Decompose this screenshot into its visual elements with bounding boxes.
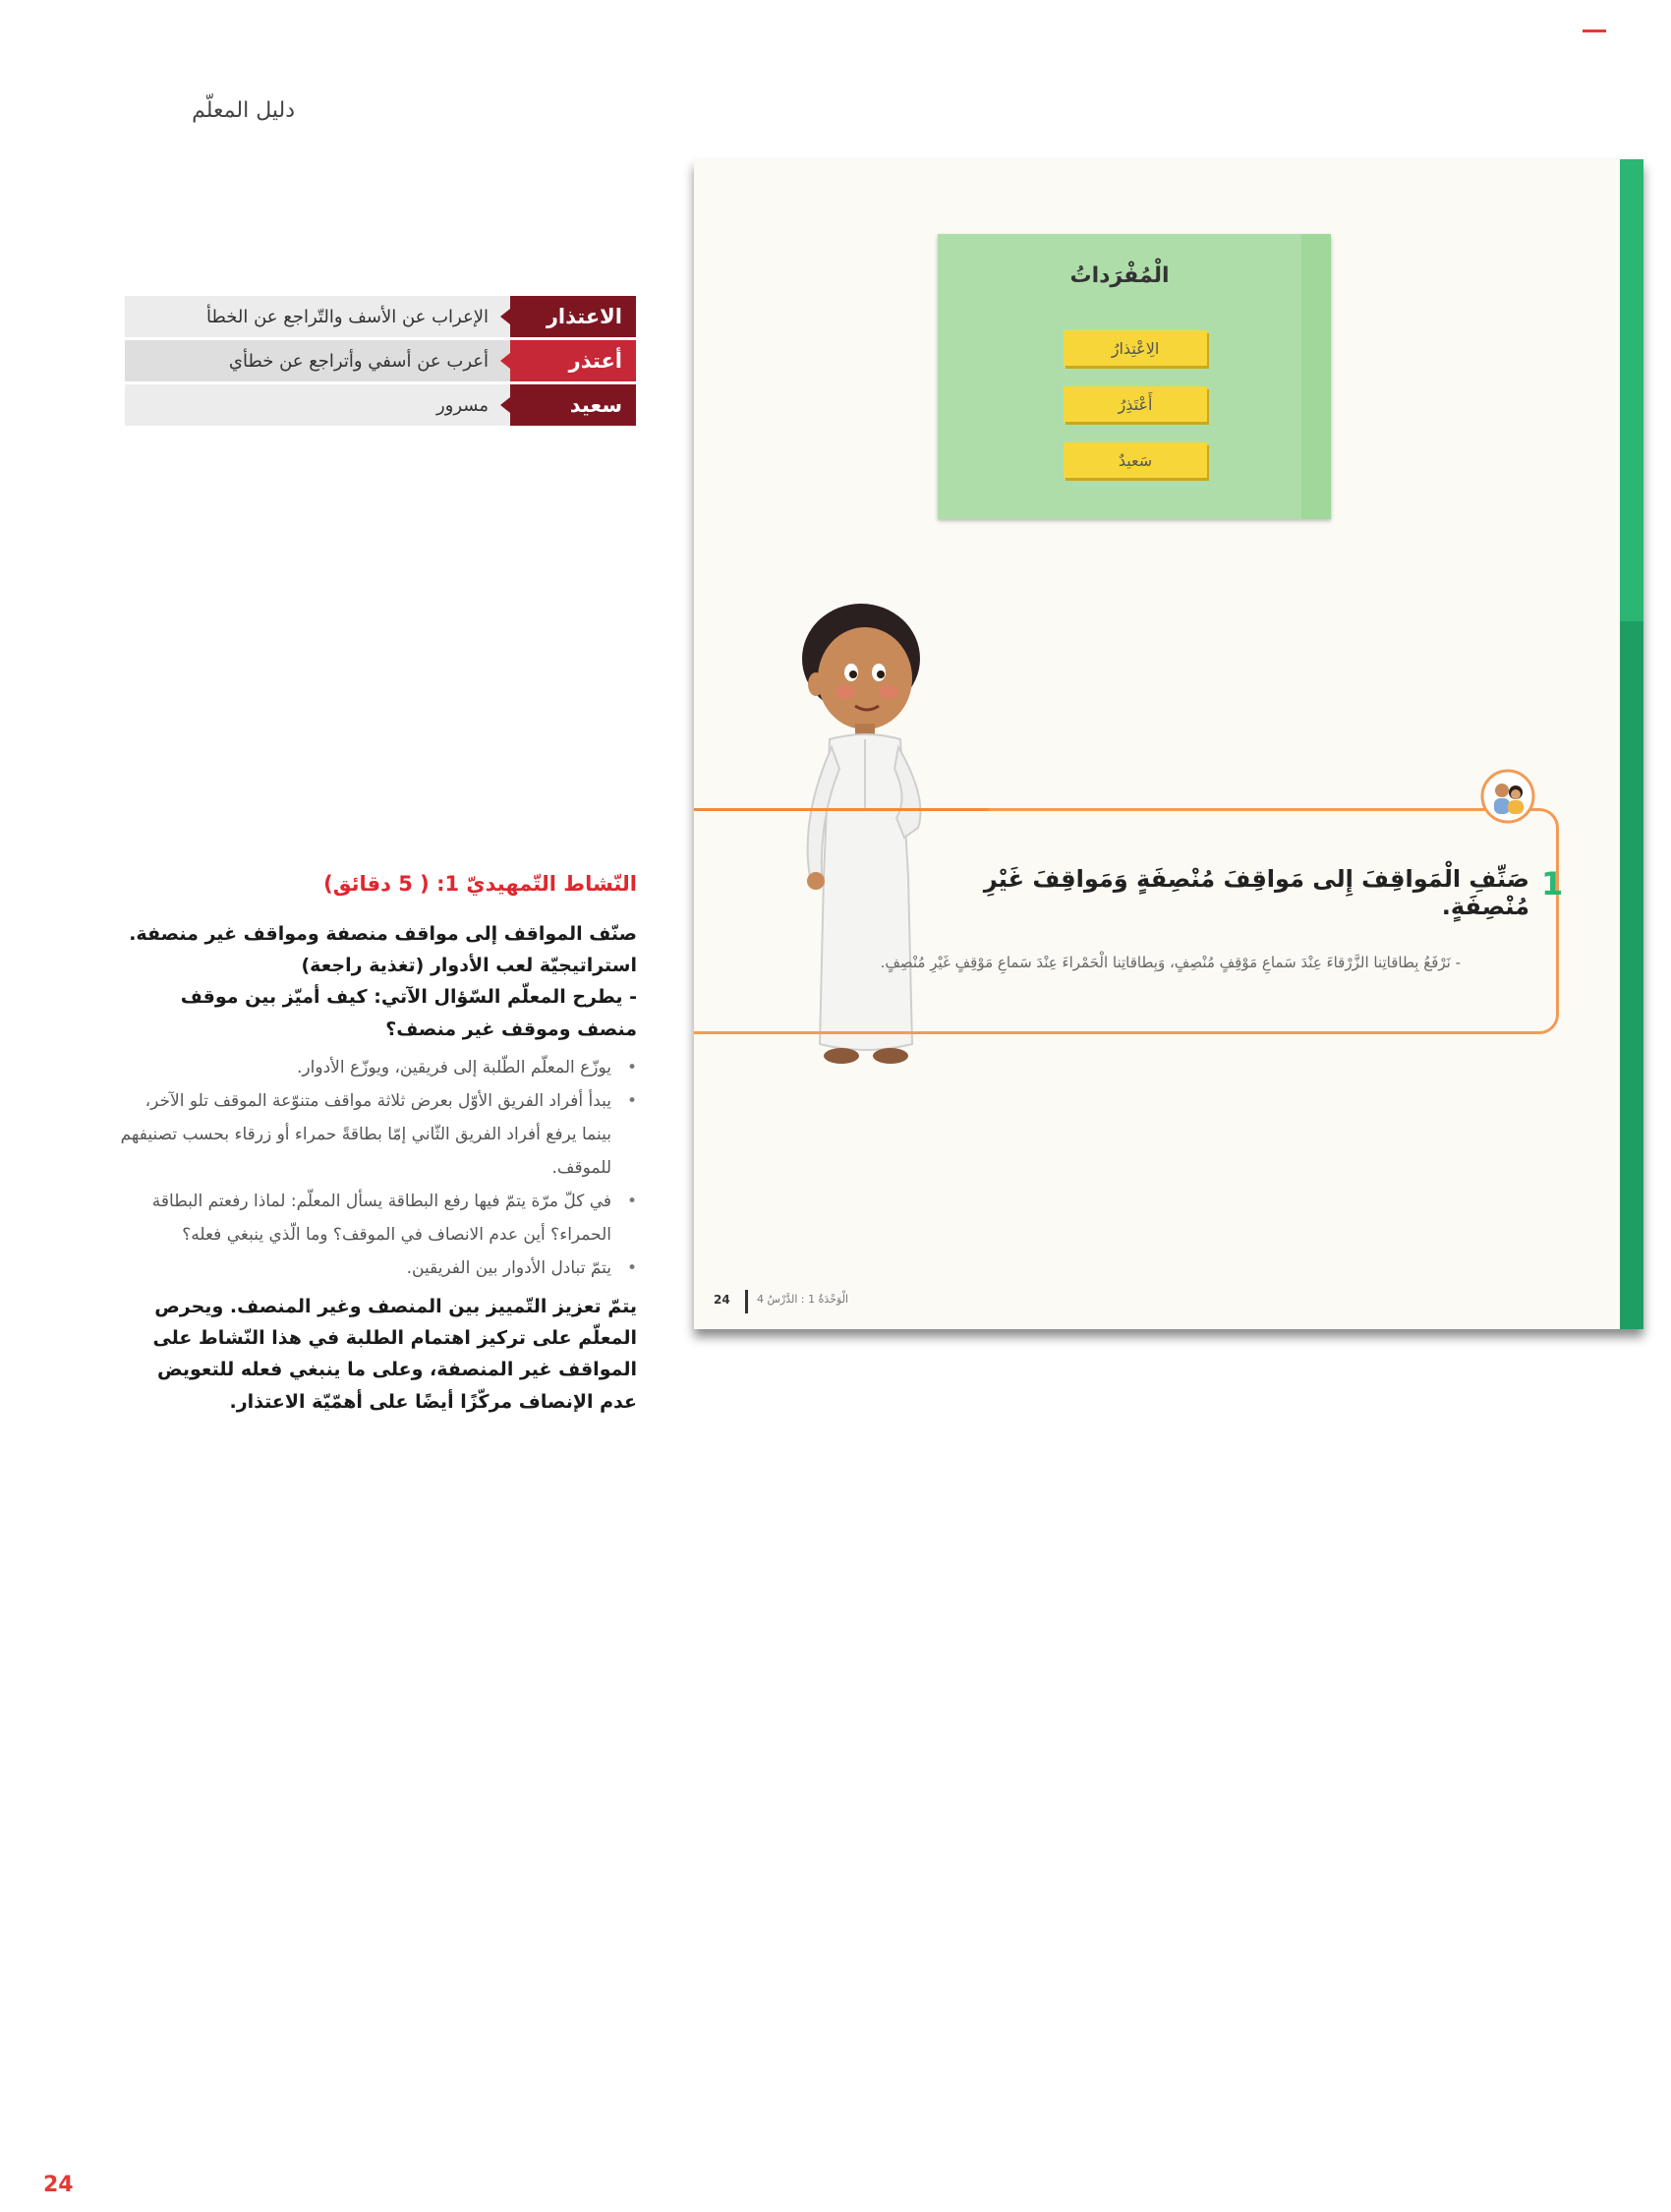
glossary-term: أعتذر (510, 340, 636, 381)
glossary-definition: مسرور (125, 384, 510, 426)
page-header: دليل المعلّم (192, 98, 295, 123)
group-people-icon (1480, 769, 1535, 824)
book-footer-label: الْوَحْدَةُ 1 : الدَّرْسُ 4 (757, 1293, 849, 1306)
page-edge-bar (1620, 159, 1643, 621)
glossary-row (125, 384, 636, 426)
activity-question: - يطرح المعلّم السّؤال الآتي: كيف أميّز بين موقف منصف وموقف غير منصف؟ (180, 986, 637, 1040)
student-book-page (694, 159, 1643, 1329)
book-page-number: 24 (714, 1293, 730, 1307)
vocabulary-panel (938, 234, 1301, 519)
task-instruction: صَنِّفِ الْمَواقِفَ إِلى مَواقِفَ مُنْصِفَةٍ وَمَواقِفَ غَيْرِ مُنْصِفَةٍ. (983, 865, 1529, 920)
list-item: • يبدأ أفراد الفريق الأوّل بعرض ثلاثة مواقف متنوّعة الموقف تلو الآخر، بينما يرفع أفراد الفريق الثّاني إمّا بطاقةً حمراء أو زرقاء بحسب تصنيفهم للموقف. (116, 1084, 637, 1185)
glossary-definition: الإعراب عن الأسف والتّراجع عن الخطأ (125, 296, 510, 337)
vocabulary-card: الِاعْتِذارُ (1064, 330, 1207, 366)
glossary-row (125, 340, 636, 381)
activity-objective: صنّف المواقف إلى مواقف منصفة ومواقف غير منصفة. (129, 922, 637, 945)
footer-divider (745, 1290, 748, 1313)
page-number: 24 (43, 2173, 74, 2197)
vocabulary-card: أَعْتَذِرُ (1064, 386, 1207, 422)
activity-strategy: استراتيجيّة لعب الأدوار (تغذية راجعة) (301, 954, 637, 976)
list-item: • يوزّع المعلّم الطّلبة إلى فريقين، ويوزّع الأدوار. (116, 1051, 637, 1084)
glossary-term: سعيد (510, 384, 636, 426)
list-item: • في كلّ مرّة يتمّ فيها رفع البطاقة يسأل المعلّم: لماذا رفعتم البطاقة الحمراء؟ أين عدم الانصاف في الموقف؟ وما الّذي ينبغي فعله؟ (116, 1185, 637, 1252)
glossary-row (125, 296, 636, 337)
activity-title: النّشاط التّمهيديّ 1: ( 5 دقائق) (323, 872, 637, 896)
glossary-table (125, 296, 636, 429)
orange-divider (694, 808, 989, 811)
glossary-term: الاعتذار (510, 296, 636, 337)
activity-closing: يتمّ تعزيز التّمييز بين المنصف وغير المنصف. ويحرص المعلّم على تركيز اهتمام الطلبة في هذا النّشاط على المواقف غير المنصفة، وعلى ما ينبغي فعله للتعويض عدم الإنصاف مركّزًا أيضًا على أهمّيّة الاعتذار. (152, 1295, 637, 1413)
page-edge-bar (1620, 621, 1643, 1329)
list-item: • يتمّ تبادل الأدوار بين الفريقين. (116, 1252, 637, 1285)
vocabulary-box (938, 234, 1331, 519)
task-note: - نَرْفَعُ بِطاقاتِنا الزَّرْقاءَ عِنْدَ سَماعِ مَوْقِفٍ مُنْصِفٍ، وَبِطاقاتِنا الْحَمْراءَ عِنْدَ سَماعِ مَوْقِفٍ غَيْرِ مُنْصِفٍ. (880, 954, 1461, 971)
vocabulary-card: سَعيدٌ (1064, 442, 1207, 478)
glossary-definition: أعرب عن أسفي وأتراجع عن خطأي (125, 340, 510, 381)
task-number: 1 (1541, 865, 1564, 902)
vocabulary-title: الْمُفْرَداتُ (1069, 263, 1170, 288)
activity-steps (116, 1051, 637, 1285)
corner-mark (1583, 29, 1606, 32)
task-frame (694, 808, 1559, 1034)
activity-section (116, 867, 637, 1418)
